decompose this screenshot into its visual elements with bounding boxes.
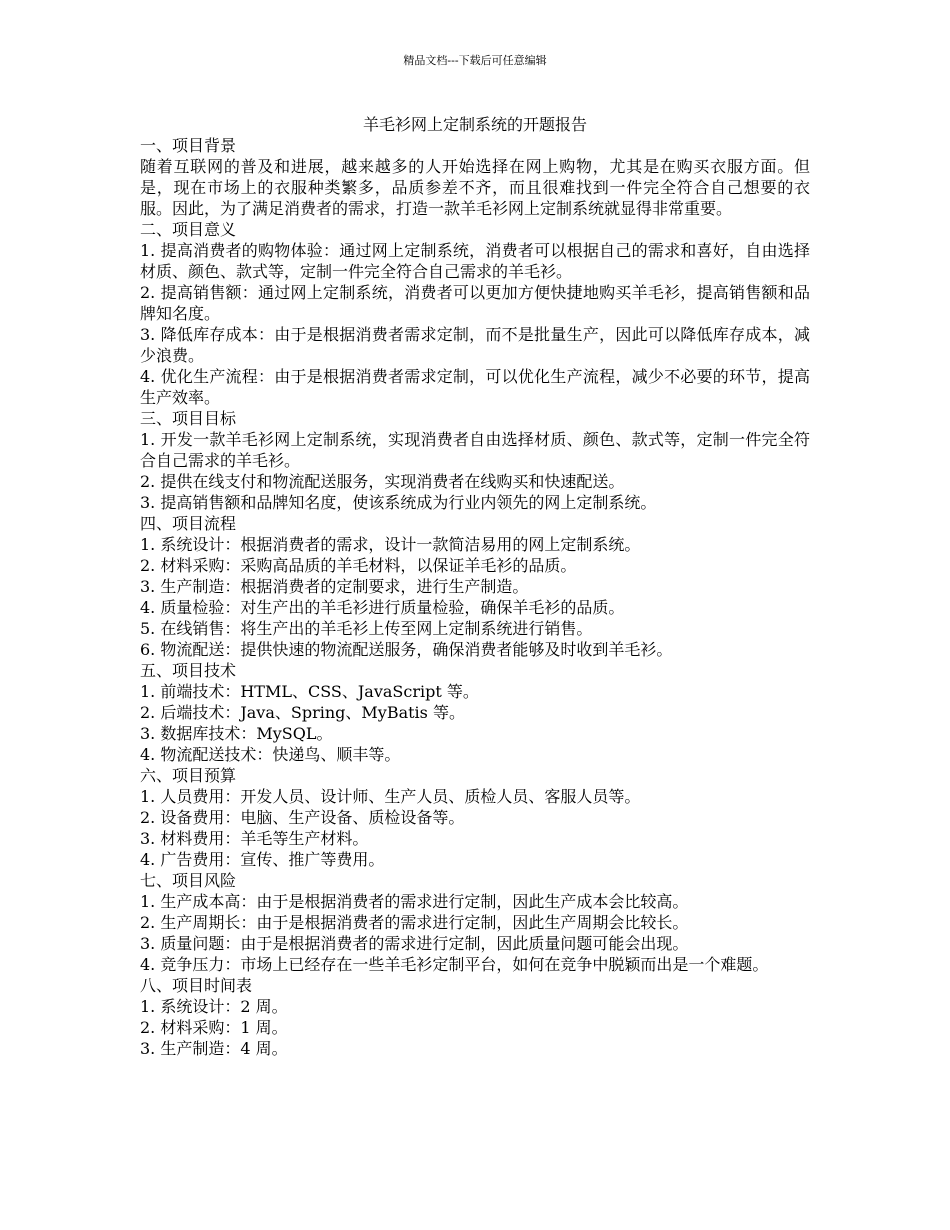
section-heading: 二、项目意义 [140,220,237,239]
paragraph: 3. 生产制造：4 周。 [140,1039,288,1058]
paragraph: 2. 设备费用：电脑、生产设备、质检设备等。 [140,808,465,827]
section-heading: 六、项目预算 [140,766,237,785]
paragraph: 3. 数据库技术：MySQL。 [140,724,333,743]
section-heading: 四、项目流程 [140,514,237,533]
paragraph: 2. 材料采购：1 周。 [140,1018,288,1037]
paragraph: 6. 物流配送：提供快速的物流配送服务，确保消费者能够及时收到羊毛衫。 [140,640,673,659]
paragraph: 4. 竞争压力：市场上已经存在一些羊毛衫定制平台，如何在竞争中脱颖而出是一个难题。 [140,955,769,974]
paragraph: 随着互联网的普及和进展，越来越多的人开始选择在网上购物，尤其是在购买衣服方面。但是，现在市场上的衣服种类繁多，品质参差不齐，而且很难找到一件完全符合自己想要的衣服。因此，为了满足消费者的需求，打造一款羊毛衫网上定制系统就显得非常重要。 [140,157,810,218]
paragraph: 1. 开发一款羊毛衫网上定制系统，实现消费者自由选择材质、颜色、款式等，定制一件完全符合自己需求的羊毛衫。 [140,430,810,470]
section-heading: 八、项目时间表 [140,976,253,995]
section-heading: 三、项目目标 [140,409,237,428]
document-content [140,135,810,1059]
paragraph: 3. 降低库存成本：由于是根据消费者需求定制，而不是批量生产，因此可以降低库存成本，减少浪费。 [140,325,810,365]
paragraph: 2. 后端技术：Java、Spring、MyBatis 等。 [140,703,465,722]
paragraph: 2. 生产周期长：由于是根据消费者的需求进行定制，因此生产周期会比较长。 [140,913,689,932]
paragraph: 1. 人员费用：开发人员、设计师、生产人员、质检人员、客服人员等。 [140,787,641,806]
paragraph: 1. 生产成本高：由于是根据消费者的需求进行定制，因此生产成本会比较高。 [140,892,689,911]
paragraph: 3. 质量问题：由于是根据消费者的需求进行定制，因此质量问题可能会出现。 [140,934,689,953]
section-heading: 七、项目风险 [140,871,237,890]
paragraph: 3. 生产制造：根据消费者的定制要求，进行生产制造。 [140,577,529,596]
document-body [140,114,810,1059]
page-header: 精品文档---下载后可任意编辑 [403,54,547,67]
paragraph: 2. 提高销售额：通过网上定制系统，消费者可以更加方便快捷地购买羊毛衫，提高销售额和品牌知名度。 [140,283,810,323]
paragraph: 3. 提高销售额和品牌知名度，使该系统成为行业内领先的网上定制系统。 [140,493,657,512]
section-heading: 一、项目背景 [140,136,237,155]
paragraph: 1. 系统设计：根据消费者的需求，设计一款简洁易用的网上定制系统。 [140,535,641,554]
paragraph: 2. 材料采购：采购高品质的羊毛材料，以保证羊毛衫的品质。 [140,556,577,575]
paragraph: 1. 系统设计：2 周。 [140,997,288,1016]
paragraph: 4. 质量检验：对生产出的羊毛衫进行质量检验，确保羊毛衫的品质。 [140,598,625,617]
paragraph: 4. 广告费用：宣传、推广等费用。 [140,850,385,869]
section-heading: 五、项目技术 [140,661,237,680]
paragraph: 1. 提高消费者的购物体验：通过网上定制系统，消费者可以根据自己的需求和喜好，自由选择材质、颜色、款式等，定制一件完全符合自己需求的羊毛衫。 [140,241,810,281]
paragraph: 4. 优化生产流程：由于是根据消费者需求定制，可以优化生产流程，减少不必要的环节，提高生产效率。 [140,367,810,407]
paragraph: 2. 提供在线支付和物流配送服务，实现消费者在线购买和快速配送。 [140,472,625,491]
paragraph: 5. 在线销售：将生产出的羊毛衫上传至网上定制系统进行销售。 [140,619,593,638]
paragraph: 1. 前端技术：HTML、CSS、JavaScript 等。 [140,682,479,701]
paragraph: 4. 物流配送技术：快递鸟、顺丰等。 [140,745,401,764]
document-title: 羊毛衫网上定制系统的开题报告 [362,115,587,134]
paragraph: 3. 材料费用：羊毛等生产材料。 [140,829,369,848]
